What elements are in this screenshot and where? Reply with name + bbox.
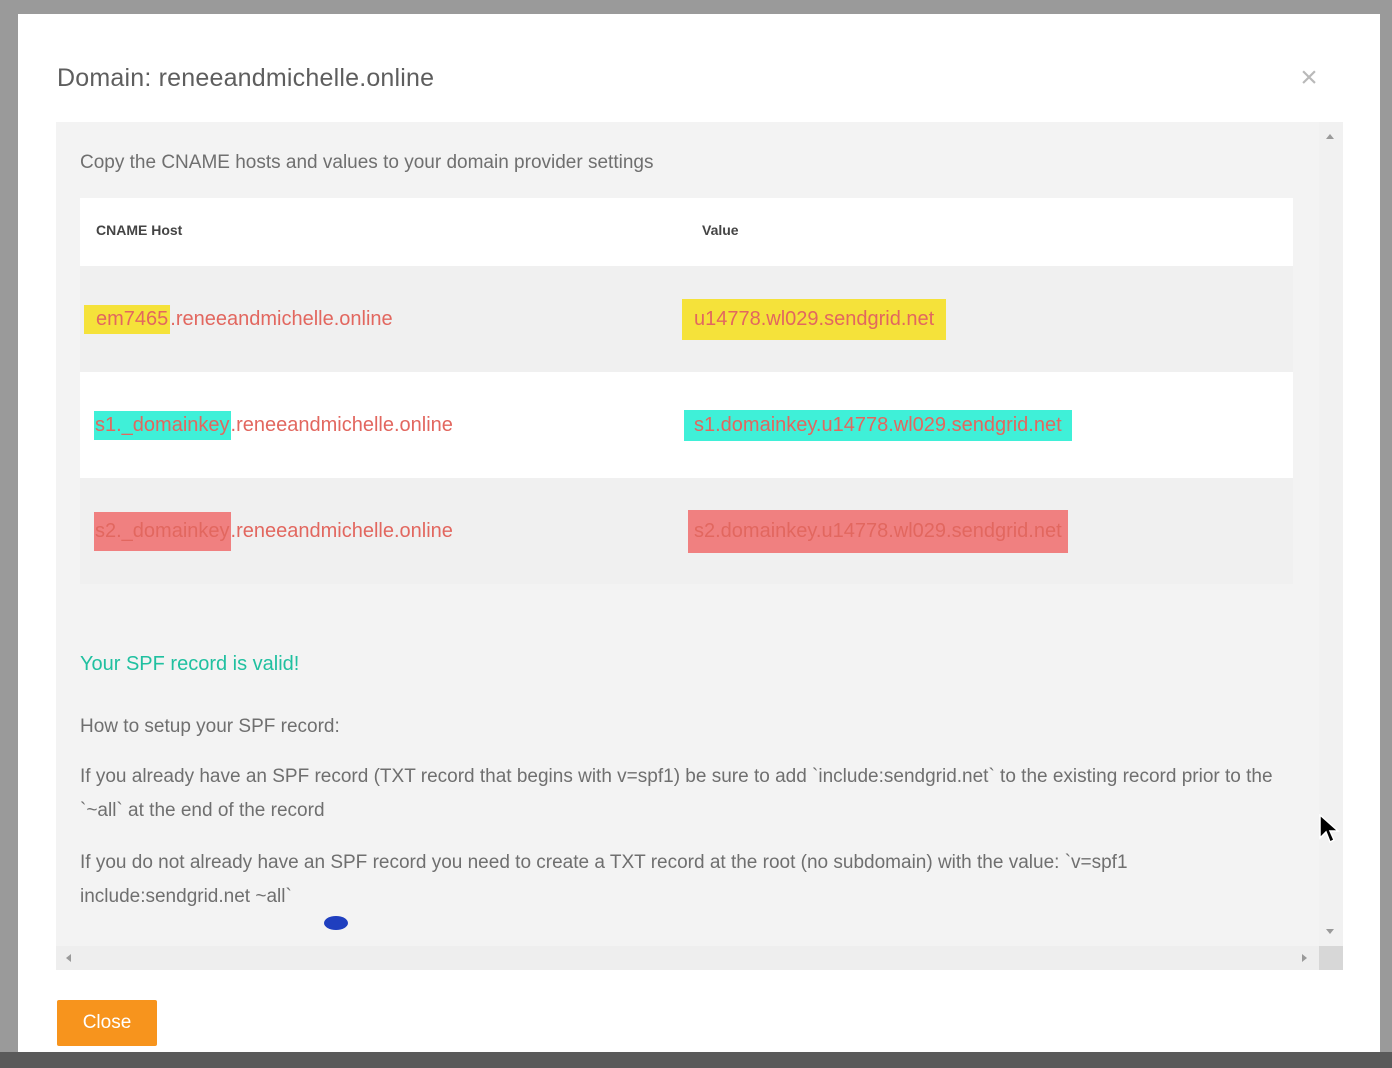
scrollbar-corner — [1319, 946, 1343, 970]
host-prefix: s2._domainkey — [94, 512, 231, 551]
cname-value: s2.domainkey.u14778.wl029.sendgrid.net — [688, 510, 1068, 553]
close-icon[interactable]: × — [1300, 61, 1318, 94]
selection-handle-top[interactable] — [324, 916, 348, 930]
host-suffix: .reneeandmichelle.online — [230, 519, 453, 542]
host-prefix: s1._domainkey — [94, 411, 231, 440]
table-row — [80, 372, 1293, 478]
cname-table — [80, 198, 1293, 584]
spf-setup-heading: How to setup your SPF record: — [80, 716, 340, 737]
spf-valid-message: Your SPF record is valid! — [80, 653, 300, 675]
table-row — [80, 266, 1293, 372]
host-suffix: .reneeandmichelle.online — [230, 413, 453, 436]
column-header-cname-host: CNAME Host — [96, 222, 183, 238]
mouse-pointer-icon — [1319, 814, 1341, 851]
column-header-value: Value — [702, 222, 739, 238]
cname-host-cell — [94, 372, 453, 478]
host-suffix: .reneeandmichelle.online — [170, 307, 393, 330]
dialog-title: Domain: reneeandmichelle.online — [57, 64, 435, 92]
domain-dialog — [18, 14, 1380, 1052]
dialog-body-scroll-area[interactable] — [56, 122, 1343, 970]
cname-value-cell — [688, 478, 1068, 584]
cname-value: s1.domainkey.u14778.wl029.sendgrid.net — [684, 410, 1072, 441]
scroll-down-icon[interactable] — [1326, 929, 1334, 934]
scroll-up-icon[interactable] — [1326, 134, 1334, 139]
scroll-left-icon[interactable] — [66, 954, 71, 962]
spf-existing-instructions: If you already have an SPF record (TXT record that begins with v=spf1) be sure to add `include:sendgrid.net` to the existing record prior to the `~all` at the end of the record — [80, 766, 1273, 821]
table-row — [80, 478, 1293, 584]
host-prefix: em7465 — [84, 305, 170, 334]
cname-value-cell — [684, 372, 1072, 478]
horizontal-scrollbar[interactable] — [56, 946, 1319, 970]
cname-host-cell — [84, 266, 393, 372]
spf-new-instructions: If you do not already have an SPF record you need to create a TXT record at the root (no subdomain) with the value: `v=spf1 include:sendgrid.net ~all` — [80, 852, 1128, 907]
cname-value-cell — [682, 266, 946, 372]
scroll-right-icon[interactable] — [1302, 954, 1307, 962]
cname-intro: Copy the CNAME hosts and values to your domain provider settings — [80, 152, 654, 173]
cname-host-cell — [94, 478, 453, 584]
cname-value: u14778.wl029.sendgrid.net — [682, 299, 946, 340]
screen-bottom-edge — [0, 1052, 1392, 1068]
close-button[interactable]: Close — [57, 1000, 157, 1046]
table-header — [80, 198, 1293, 266]
